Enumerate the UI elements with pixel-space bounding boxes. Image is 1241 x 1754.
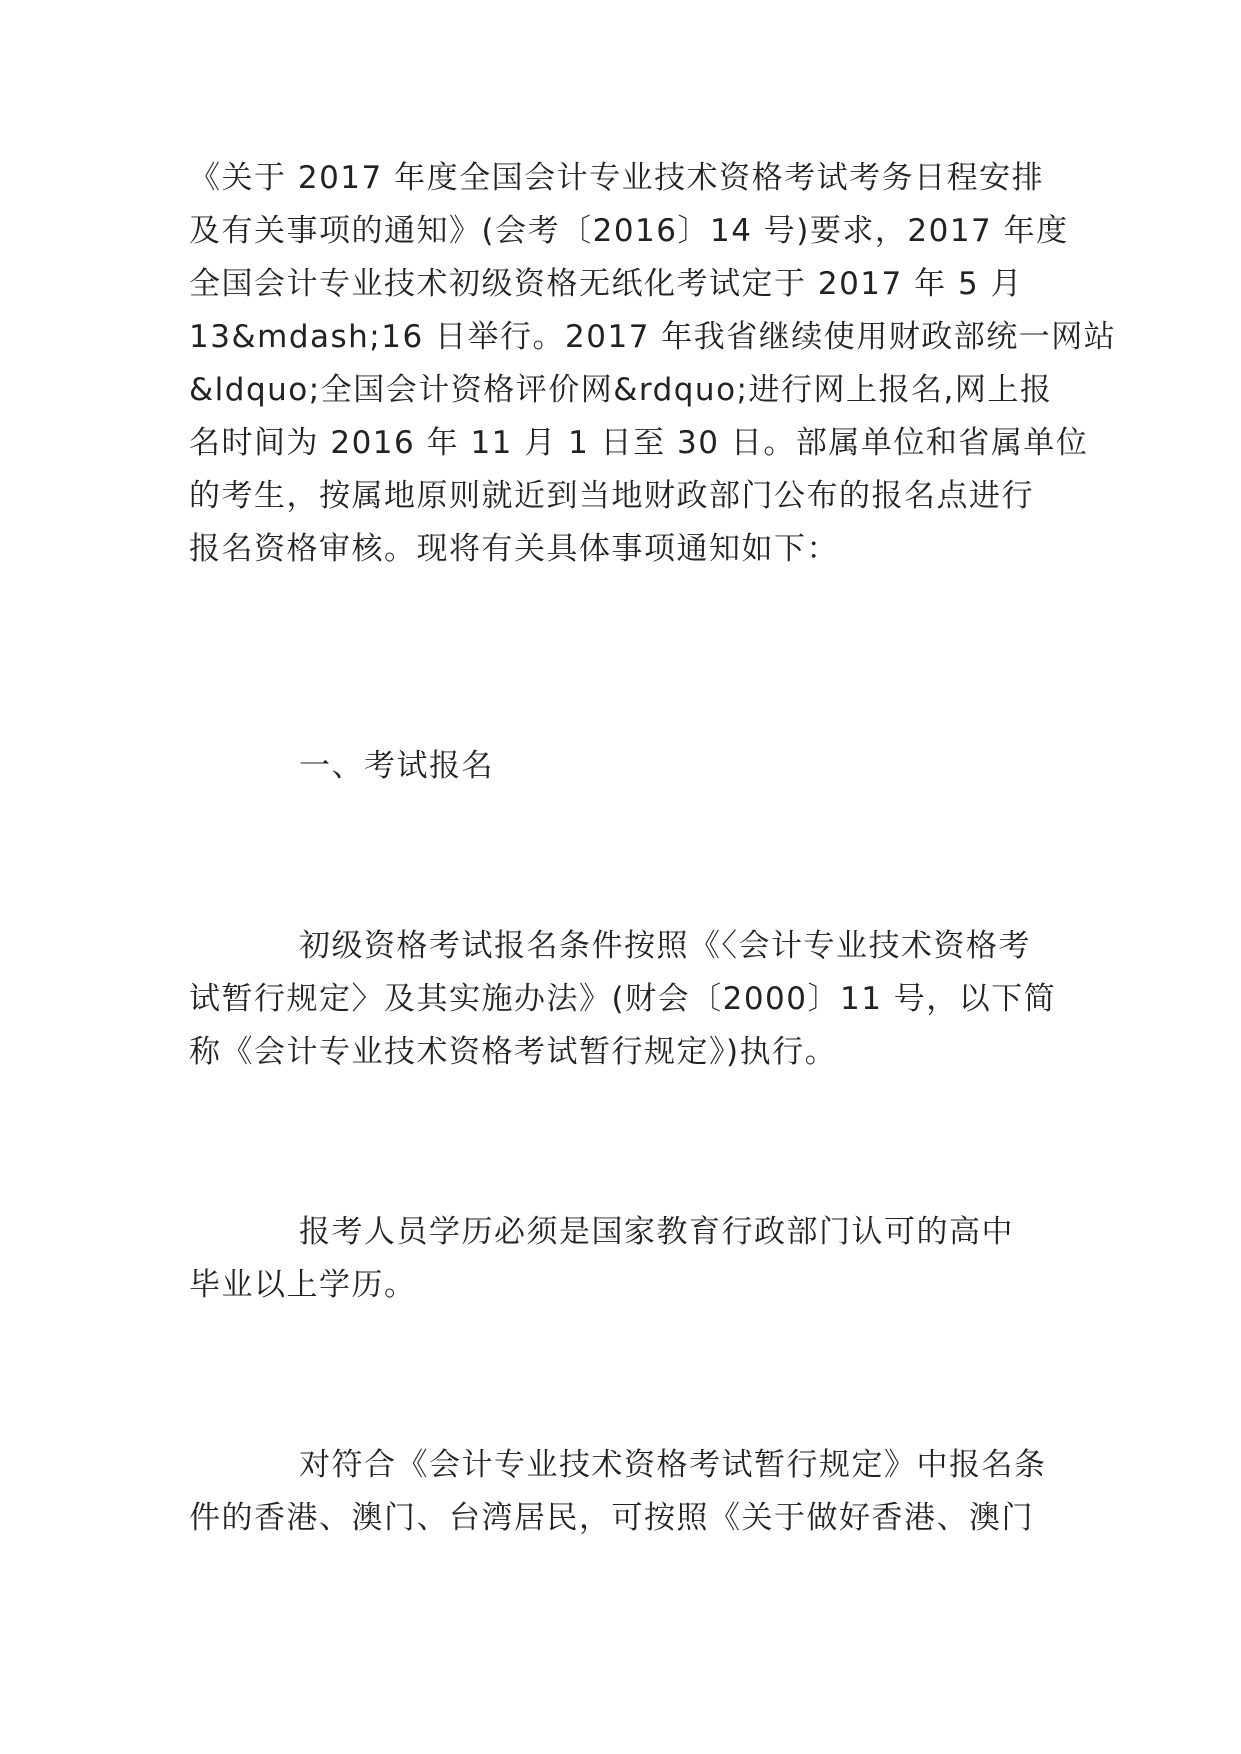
text-line: 称《会计专业技术资格考试暂行规定》)执行。 [189, 1034, 838, 1070]
text-line: 名时间为 2016 年 11 月 1 日至 30 日。部属单位和省属单位 [189, 425, 1089, 461]
text-line: 件的香港、澳门、台湾居民，可按照《关于做好香港、澳门 [189, 1500, 1034, 1536]
text-line: 对符合《会计专业技术资格考试暂行规定》中报名条 [299, 1447, 1047, 1483]
text-line: 的考生，按属地原则就近到当地财政部门公布的报名点进行 [189, 478, 1034, 514]
text-line: 报考人员学历必须是国家教育行政部门认可的高中 [299, 1214, 1014, 1250]
section-heading: 一、考试报名 [299, 748, 494, 784]
text-line: 毕业以上学历。 [189, 1267, 417, 1303]
text-line: 及有关事项的通知》(会考〔2016〕14 号)要求，2017 年度 [189, 213, 1069, 249]
text-line: 13&mdash;16 日举行。2017 年我省继续使用财政部统一网站 [189, 319, 1117, 355]
text-line: 报名资格审核。现将有关具体事项通知如下： [189, 531, 839, 567]
text-line: 试暂行规定〉及其实施办法》(财会〔2000〕11 号，以下简 [189, 981, 1057, 1017]
text-line: &ldquo;全国会计资格评价网&rdquo;进行网上报名,网上报 [189, 372, 1053, 408]
text-line: 《关于 2017 年度全国会计专业技术资格考试考务日程安排 [189, 160, 1045, 196]
text-line: 初级资格考试报名条件按照《〈会计专业技术资格考 [299, 928, 1031, 964]
text-line: 全国会计专业技术初级资格无纸化考试定于 2017 年 5 月 [189, 266, 1024, 302]
